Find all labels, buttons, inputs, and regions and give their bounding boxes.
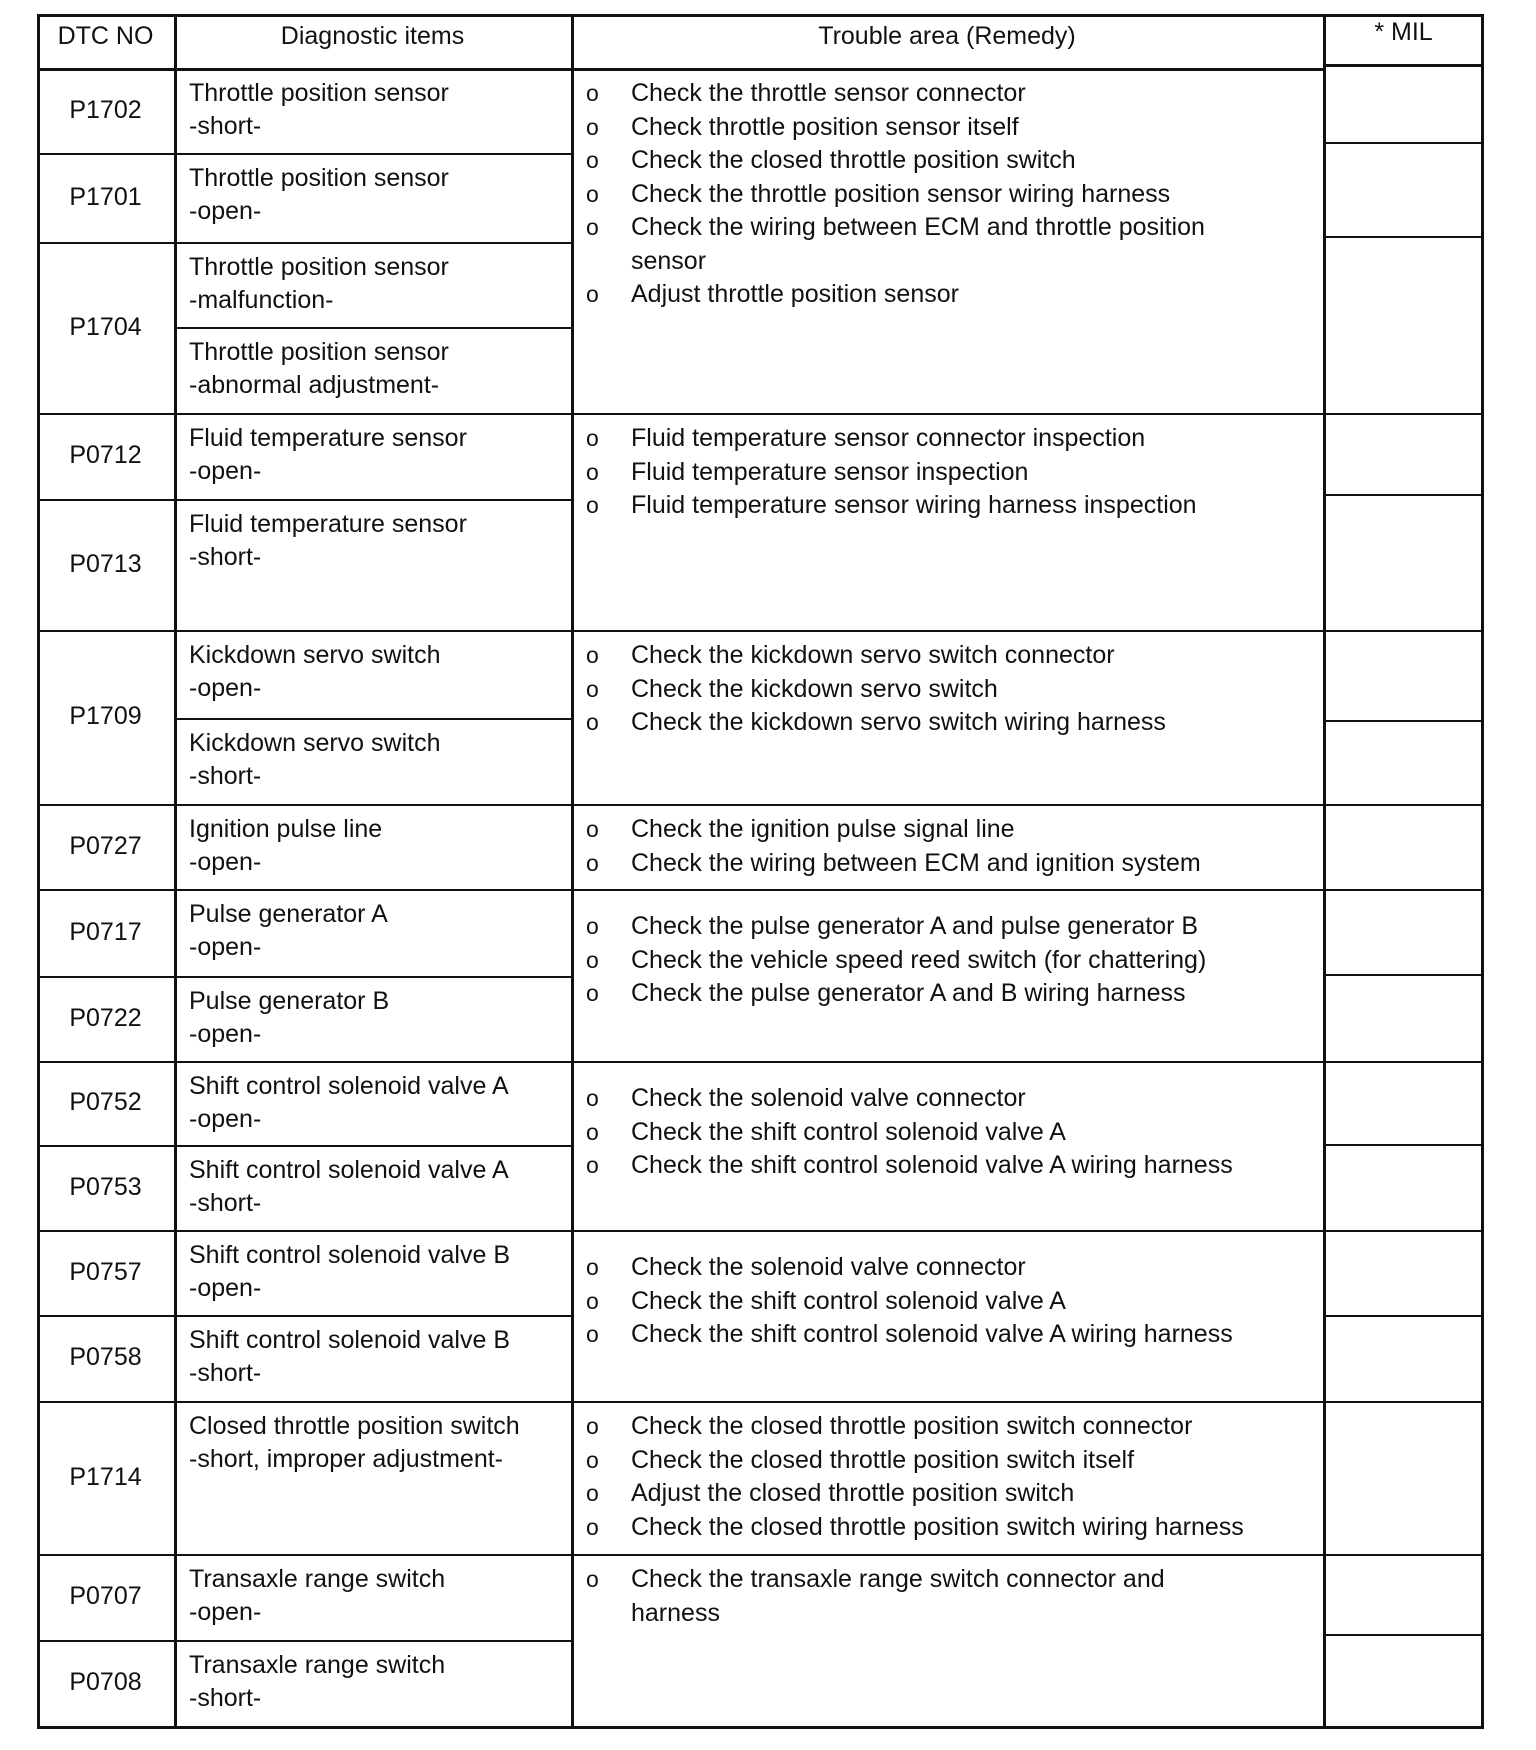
- dtc-code: P0717: [69, 917, 142, 946]
- mil-row-line: [1323, 142, 1484, 144]
- remedy-item: Check throttle position sensor itself: [631, 112, 1019, 141]
- diagnostic-item-name: Shift control solenoid valve A: [189, 1072, 509, 1100]
- diagnostic-item-condition: -short-: [189, 762, 262, 790]
- diagnostic-item-name: Closed throttle position switch: [189, 1412, 520, 1440]
- diagnostic-item-name: Fluid temperature sensor: [189, 510, 467, 538]
- diagnostic-item-name: Shift control solenoid valve A: [189, 1156, 509, 1184]
- diagnostic-item-condition: -open-: [189, 848, 262, 876]
- row-line: [174, 630, 571, 632]
- diagnostic-item-name: Pulse generator B: [189, 987, 390, 1015]
- bullet-marker: o: [586, 849, 599, 876]
- bullet-marker: o: [586, 1152, 599, 1178]
- row-line: [174, 413, 571, 415]
- remedy-item: Check the vehicle speed reed switch (for chattering): [631, 945, 1207, 974]
- bullet-marker: o: [586, 709, 599, 735]
- row-line: [37, 804, 174, 806]
- row-line: [174, 718, 571, 720]
- bullet-marker: o: [586, 80, 599, 106]
- mil-row-line: [1323, 1634, 1484, 1636]
- bullet-marker: o: [586, 180, 599, 207]
- row-line: [37, 1061, 174, 1063]
- mil-row-line: [1323, 720, 1484, 722]
- dtc-code: P0707: [69, 1582, 142, 1610]
- remedy-item: Check the solenoid valve connector: [631, 1084, 1026, 1112]
- row-line: [174, 1554, 571, 1556]
- remedy-item: Check the pulse generator A and pulse generator B: [631, 912, 1199, 940]
- row-line: [571, 1230, 1323, 1232]
- row-line: [174, 327, 571, 329]
- diagnostic-item-name: Kickdown servo switch: [189, 641, 441, 669]
- table-border-top: [37, 14, 1484, 17]
- mil-row-line: [1323, 1061, 1484, 1063]
- row-line: [37, 413, 174, 415]
- bullet-marker: o: [586, 1446, 599, 1473]
- dtc-code: P0727: [69, 831, 142, 860]
- bullet-marker: o: [586, 425, 599, 451]
- diagnostic-item-condition: -open-: [189, 1274, 262, 1302]
- dtc-code: P0758: [69, 1343, 142, 1371]
- dtc-code: P0753: [69, 1172, 142, 1201]
- row-line: [571, 889, 1323, 891]
- row-line: [174, 1061, 571, 1063]
- table-border-bottom: [37, 1726, 1484, 1729]
- remedy-item: Fluid temperature sensor wiring harness inspection: [631, 491, 1197, 519]
- diagnostic-item-name: Throttle position sensor: [189, 338, 449, 366]
- row-line: [174, 499, 571, 501]
- dtc-code: P1702: [69, 95, 142, 124]
- diagnostic-item-condition: -open-: [189, 1598, 262, 1626]
- diagnostic-items-header: Diagnostic items: [280, 22, 465, 50]
- mil-header: * MIL: [1374, 18, 1433, 46]
- remedy-item: Check the ignition pulse signal line: [631, 815, 1015, 843]
- diagnostic-item-condition: -open-: [189, 933, 262, 961]
- bullet-marker: o: [586, 492, 599, 518]
- bullet-marker: o: [586, 675, 599, 702]
- remedy-item: Adjust throttle position sensor: [631, 280, 959, 308]
- diagnostic-item-name: Shift control solenoid valve B: [189, 1326, 511, 1354]
- remedy-item: Check the shift control solenoid valve A: [631, 1117, 1066, 1146]
- bullet-marker: o: [586, 113, 599, 140]
- mil-row-line: [1323, 494, 1484, 496]
- row-line: [37, 1640, 174, 1642]
- mil-row-line: [1323, 236, 1484, 238]
- mil-row-line: [1323, 889, 1484, 891]
- diagnostic-item-condition: -short-: [189, 1189, 262, 1217]
- remedy-item: Check the wiring between ECM and throttle position sensor: [631, 213, 1205, 275]
- bullet-marker: o: [586, 1254, 599, 1280]
- dtc-code: P1701: [69, 182, 142, 211]
- row-line: [37, 1401, 174, 1403]
- bullet-marker: o: [586, 1413, 599, 1439]
- diagnostic-item-name: Transaxle range switch: [189, 1565, 446, 1593]
- bullet-marker: o: [586, 1513, 599, 1540]
- mil-row-line: [1323, 1401, 1484, 1403]
- mil-row-line: [1323, 804, 1484, 806]
- row-line: [571, 630, 1323, 632]
- dtc-code: P0757: [69, 1257, 142, 1286]
- row-line: [571, 1061, 1323, 1063]
- diagnostic-item-name: Fluid temperature sensor: [189, 424, 467, 452]
- dtc-code: P1714: [69, 1462, 142, 1491]
- mil-row-line: [1323, 1230, 1484, 1232]
- dtc-no-header: DTC NO: [57, 22, 154, 50]
- remedy-item: Fluid temperature sensor inspection: [631, 457, 1029, 486]
- diagnostic-item-condition: -open-: [189, 674, 262, 702]
- row-line: [174, 153, 571, 155]
- bullet-marker: o: [586, 281, 599, 307]
- bullet-marker: o: [586, 458, 599, 485]
- bullet-marker: o: [586, 913, 599, 939]
- diagnostic-item-name: Throttle position sensor: [189, 79, 449, 107]
- row-line: [174, 1401, 571, 1403]
- bullet-marker: o: [586, 147, 599, 173]
- bullet-marker: o: [586, 980, 599, 1006]
- mil-row-line: [1323, 413, 1484, 415]
- row-line: [174, 242, 571, 244]
- diagnostic-item-name: Ignition pulse line: [189, 815, 383, 843]
- row-line: [174, 1640, 571, 1642]
- remedy-item: Check the closed throttle position switch connector: [631, 1412, 1193, 1440]
- bullet-marker: o: [586, 946, 599, 973]
- dtc-code: P0752: [69, 1088, 142, 1116]
- row-line: [37, 242, 174, 244]
- bullet-marker: o: [586, 642, 599, 668]
- diagnostic-item-name: Throttle position sensor: [189, 164, 449, 192]
- row-line: [37, 1315, 174, 1317]
- diagnostic-item-condition: -short-: [189, 1359, 262, 1387]
- remedy-item: Check the shift control solenoid valve A wiring harness: [631, 1320, 1233, 1348]
- bullet-marker: o: [586, 214, 599, 240]
- diagnostic-item-condition: -open-: [189, 1105, 262, 1133]
- mil-row-line: [1323, 1144, 1484, 1146]
- row-line: [571, 804, 1323, 806]
- bullet-marker: o: [586, 816, 599, 842]
- remedy-item: Check the shift control solenoid valve A: [631, 1286, 1066, 1315]
- remedy-item: Check the kickdown servo switch: [631, 674, 998, 703]
- dtc-code: P0713: [69, 549, 142, 578]
- row-line: [37, 1145, 174, 1147]
- header-line: [37, 68, 1323, 71]
- row-line: [174, 976, 571, 978]
- header-line-mil: [1323, 64, 1484, 67]
- diagnostic-item-condition: -open-: [189, 1020, 262, 1048]
- diagnostic-item-condition: -short-: [189, 1684, 262, 1712]
- row-line: [37, 976, 174, 978]
- remedy-item: Check the kickdown servo switch wiring harness: [631, 708, 1166, 736]
- diagnostic-item-condition: -open-: [189, 197, 262, 225]
- row-line: [571, 1554, 1323, 1556]
- dtc-code: P1709: [69, 702, 142, 730]
- remedy-item: Check the throttle position sensor wiring harness: [631, 179, 1171, 208]
- diagnostic-item-name: Pulse generator A: [189, 900, 388, 928]
- row-line: [571, 413, 1323, 415]
- bullet-marker: o: [586, 1480, 599, 1506]
- column-line: [571, 14, 574, 1729]
- dtc-code: P0708: [69, 1668, 142, 1696]
- row-line: [37, 630, 174, 632]
- mil-row-line: [1323, 1315, 1484, 1317]
- remedy-item: Check the transaxle range switch connector and harness: [631, 1565, 1165, 1627]
- bullet-marker: o: [586, 1118, 599, 1145]
- diagnostic-item-condition: -open-: [189, 457, 262, 485]
- bullet-marker: o: [586, 1287, 599, 1314]
- mil-row-line: [1323, 1554, 1484, 1556]
- row-line: [37, 889, 174, 891]
- diagnostic-item-condition: -malfunction-: [189, 286, 334, 314]
- mil-row-line: [1323, 1726, 1484, 1728]
- diagnostic-item-name: Transaxle range switch: [189, 1651, 446, 1679]
- diagnostic-item-condition: -abnormal adjustment-: [189, 371, 440, 399]
- row-line: [174, 1145, 571, 1147]
- remedy-item: Check the solenoid valve connector: [631, 1253, 1026, 1281]
- remedy-item: Check the closed throttle position switch wiring harness: [631, 1512, 1244, 1541]
- dtc-code: P0712: [69, 441, 142, 469]
- mil-row-line: [1323, 630, 1484, 632]
- row-line: [37, 499, 174, 501]
- diagnostic-item-name: Shift control solenoid valve B: [189, 1241, 511, 1269]
- row-line: [37, 1554, 174, 1556]
- column-line: [174, 14, 177, 1729]
- column-line: [1323, 14, 1326, 1729]
- row-line: [174, 1230, 571, 1232]
- row-line: [571, 1401, 1323, 1403]
- remedy-item: Check the closed throttle position switch: [631, 146, 1076, 174]
- remedy-item: Check the shift control solenoid valve A wiring harness: [631, 1151, 1233, 1179]
- row-line: [37, 1230, 174, 1232]
- trouble-area-header: Trouble area (Remedy): [818, 22, 1076, 50]
- row-line: [37, 153, 174, 155]
- remedy-item: Check the pulse generator A and B wiring harness: [631, 979, 1186, 1007]
- remedy-item: Adjust the closed throttle position switch: [631, 1479, 1075, 1507]
- diagnostic-item-condition: -short-: [189, 543, 262, 571]
- remedy-item: Check the wiring between ECM and ignition system: [631, 848, 1201, 877]
- dtc-code: P1704: [69, 312, 142, 341]
- mil-row-line: [1323, 974, 1484, 976]
- diagnostic-item-name: Kickdown servo switch: [189, 729, 441, 757]
- remedy-item: Fluid temperature sensor connector inspection: [631, 424, 1146, 452]
- column-line: [1481, 14, 1484, 1729]
- remedy-item: Check the closed throttle position switch itself: [631, 1445, 1135, 1474]
- remedy-item: Check the kickdown servo switch connector: [631, 641, 1115, 669]
- row-line: [174, 889, 571, 891]
- row-line: [174, 1315, 571, 1317]
- diagnostic-item-name: Throttle position sensor: [189, 253, 449, 281]
- bullet-marker: o: [586, 1566, 599, 1592]
- diagnostic-item-condition: -short, improper adjustment-: [189, 1445, 504, 1473]
- bullet-marker: o: [586, 1321, 599, 1347]
- bullet-marker: o: [586, 1085, 599, 1111]
- row-line: [174, 804, 571, 806]
- diagnostic-item-condition: -short-: [189, 112, 262, 140]
- remedy-item: Check the throttle sensor connector: [631, 79, 1026, 107]
- dtc-code: P0722: [69, 1003, 142, 1032]
